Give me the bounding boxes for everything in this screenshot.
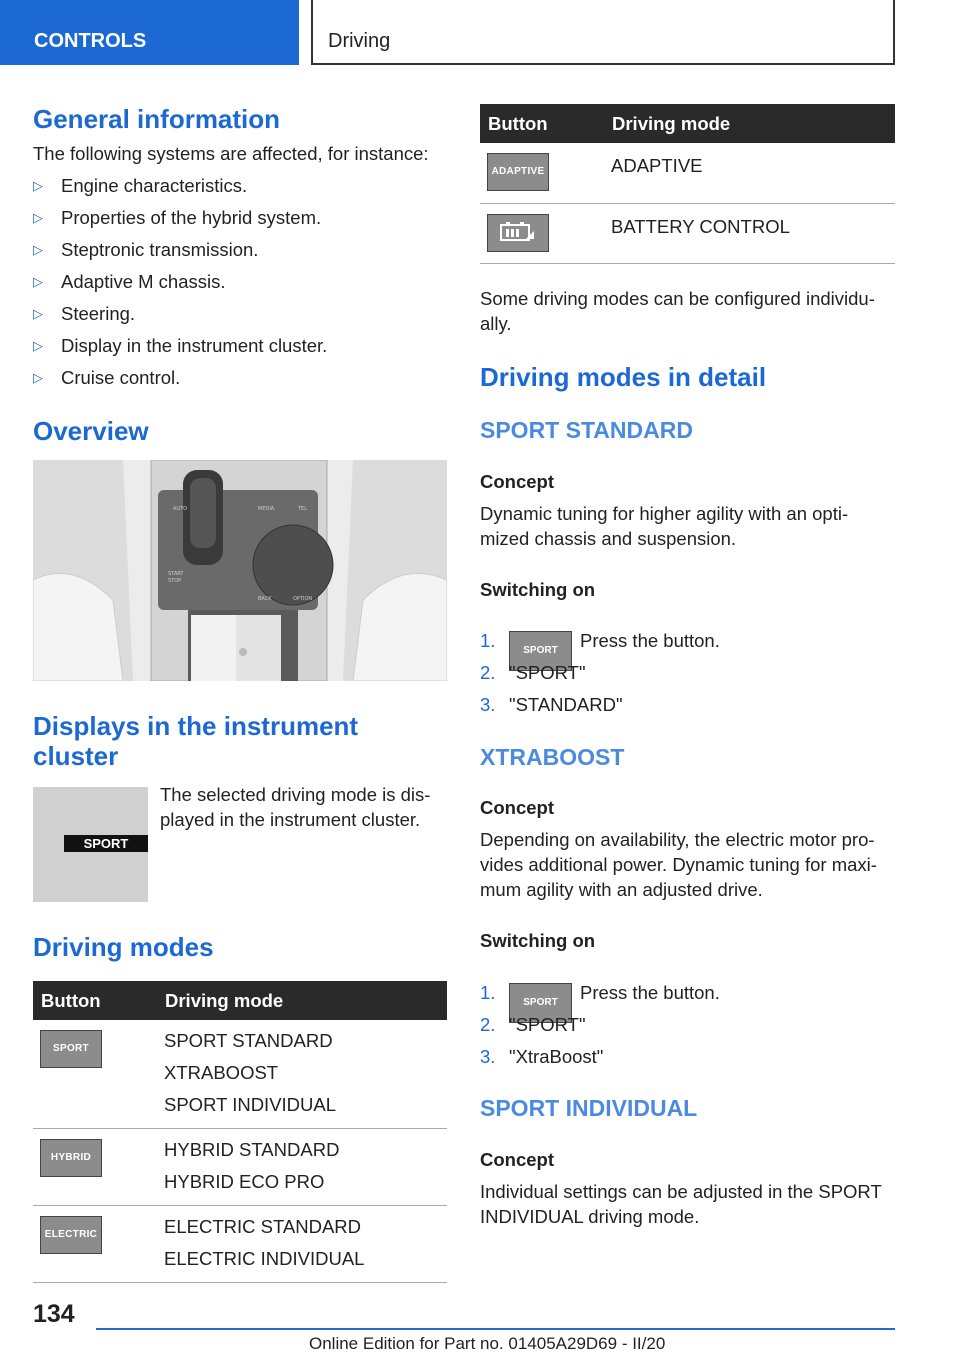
- sport-individual-text-line1: Individual settings can be adjusted in the SPORT: [480, 1181, 882, 1202]
- list-item: ▷ Engine characteristics.: [33, 170, 327, 202]
- xtraboost-steps: [480, 977, 720, 1073]
- driving-modes-table: [33, 981, 447, 1283]
- displays-heading-line2: cluster: [33, 741, 119, 771]
- section-tab[interactable]: CONTROLS: [0, 0, 299, 65]
- svg-text:STOP: STOP: [168, 578, 182, 584]
- list-item: ▷ Adaptive M chassis.: [33, 266, 327, 298]
- sport-standard-text-line2: mized chassis and suspension.: [480, 528, 737, 549]
- adaptive-modes-table: [480, 104, 895, 264]
- battery-button-icon: [487, 214, 549, 252]
- electric-button-icon: ELECTRIC: [40, 1216, 102, 1254]
- list-item: ▷ Steering.: [33, 298, 327, 330]
- table-row: ADAPTIVE ADAPTIVE: [480, 143, 895, 203]
- overview-heading: Overview: [33, 416, 149, 446]
- configure-text-line1: Some driving modes can be configured individu-: [480, 288, 875, 309]
- table-header-mode: Driving mode: [157, 981, 447, 1020]
- configure-text-line2: ally.: [480, 313, 512, 334]
- triangle-bullet-icon: ▷: [33, 242, 43, 257]
- svg-text:TEL: TEL: [298, 506, 307, 512]
- list-item: 1. SPORT Press the button.: [480, 977, 720, 1009]
- page-number: 134: [33, 1300, 75, 1328]
- list-item: 3. "XtraBoost": [480, 1046, 604, 1067]
- adaptive-button-icon: ADAPTIVE: [487, 153, 549, 191]
- table-header-mode: Driving mode: [604, 104, 895, 143]
- table-row: BATTERY CONTROL: [480, 203, 895, 263]
- switching-on-heading: Switching on: [480, 579, 596, 600]
- hybrid-button-icon: HYBRID: [40, 1139, 102, 1177]
- general-intro: The following systems are affected, for instance:: [33, 143, 429, 164]
- svg-text:OPTION: OPTION: [293, 596, 313, 602]
- table-row: ELECTRIC ELECTRIC STANDARD ELECTRIC INDIVIDUAL: [33, 1206, 447, 1283]
- triangle-bullet-icon: ▷: [33, 370, 43, 385]
- sport-individual-heading: SPORT INDIVIDUAL: [480, 1095, 698, 1121]
- table-row: HYBRID HYBRID STANDARD HYBRID ECO PRO: [33, 1129, 447, 1206]
- svg-text:AUTO: AUTO: [173, 506, 188, 512]
- driving-modes-heading: Driving modes: [33, 932, 214, 962]
- triangle-bullet-icon: ▷: [33, 306, 43, 321]
- footer-edition: Online Edition for Part no. 01405A29D69 - II/20: [309, 1334, 666, 1353]
- list-item: 1. SPORT Press the button.: [480, 625, 720, 657]
- table-row: SPORT SPORT STANDARD XTRABOOST SPORT INDIVIDUAL: [33, 1020, 447, 1129]
- sport-button-icon: SPORT: [40, 1030, 102, 1068]
- svg-text:BACK: BACK: [258, 596, 272, 602]
- list-item: 2. "SPORT": [480, 1014, 586, 1035]
- footer-divider: [96, 1328, 895, 1330]
- xtraboost-heading: XTRABOOST: [480, 744, 625, 770]
- displays-text-line1: The selected driving mode is dis-: [160, 784, 431, 805]
- list-item: ▷ Steptronic transmission.: [33, 234, 327, 266]
- sport-button-icon: SPORT: [509, 983, 572, 1023]
- triangle-bullet-icon: ▷: [33, 178, 43, 193]
- driving-modes-detail-heading: Driving modes in detail: [480, 362, 767, 392]
- general-information-heading: General information: [33, 104, 281, 134]
- xtraboost-text-line1: Depending on availability, the electric motor pro-: [480, 829, 875, 850]
- svg-text:START: START: [168, 571, 184, 577]
- sport-standard-steps: [480, 625, 720, 721]
- displays-heading-line1: Displays in the instrument: [33, 711, 359, 741]
- list-item: 2. "SPORT": [480, 662, 586, 683]
- triangle-bullet-icon: ▷: [33, 338, 43, 353]
- sport-individual-text-line2: INDIVIDUAL driving mode.: [480, 1206, 700, 1227]
- chapter-title: Driving: [311, 0, 895, 65]
- list-item: ▷ Properties of the hybrid system.: [33, 202, 327, 234]
- displays-text-line2: played in the instrument cluster.: [160, 809, 421, 830]
- instrument-cluster-image: [33, 787, 148, 902]
- table-header-button: Button: [480, 104, 604, 143]
- list-item: ▷ Display in the instrument cluster.: [33, 330, 327, 362]
- cluster-sport-label: SPORT: [64, 835, 148, 852]
- sport-standard-heading: SPORT STANDARD: [480, 417, 693, 443]
- sport-button-icon: SPORT: [509, 631, 572, 671]
- concept-heading: Concept: [480, 1149, 554, 1170]
- sport-standard-text-line1: Dynamic tuning for higher agility with an opti-: [480, 503, 849, 524]
- concept-heading: Concept: [480, 471, 554, 492]
- list-item: 3. "STANDARD": [480, 694, 623, 715]
- center-console-illustration: [33, 460, 447, 681]
- table-header-button: Button: [33, 981, 157, 1020]
- switching-on-heading: Switching on: [480, 930, 596, 951]
- svg-text:MEDIA: MEDIA: [258, 506, 275, 512]
- affected-systems-list: [33, 170, 327, 394]
- xtraboost-text-line2: vides additional power. Dynamic tuning for maxi-: [480, 854, 877, 875]
- xtraboost-text-line3: mum agility with an adjusted drive.: [480, 879, 763, 900]
- triangle-bullet-icon: ▷: [33, 274, 43, 289]
- triangle-bullet-icon: ▷: [33, 210, 43, 225]
- list-item: ▷ Cruise control.: [33, 362, 327, 394]
- concept-heading: Concept: [480, 797, 554, 818]
